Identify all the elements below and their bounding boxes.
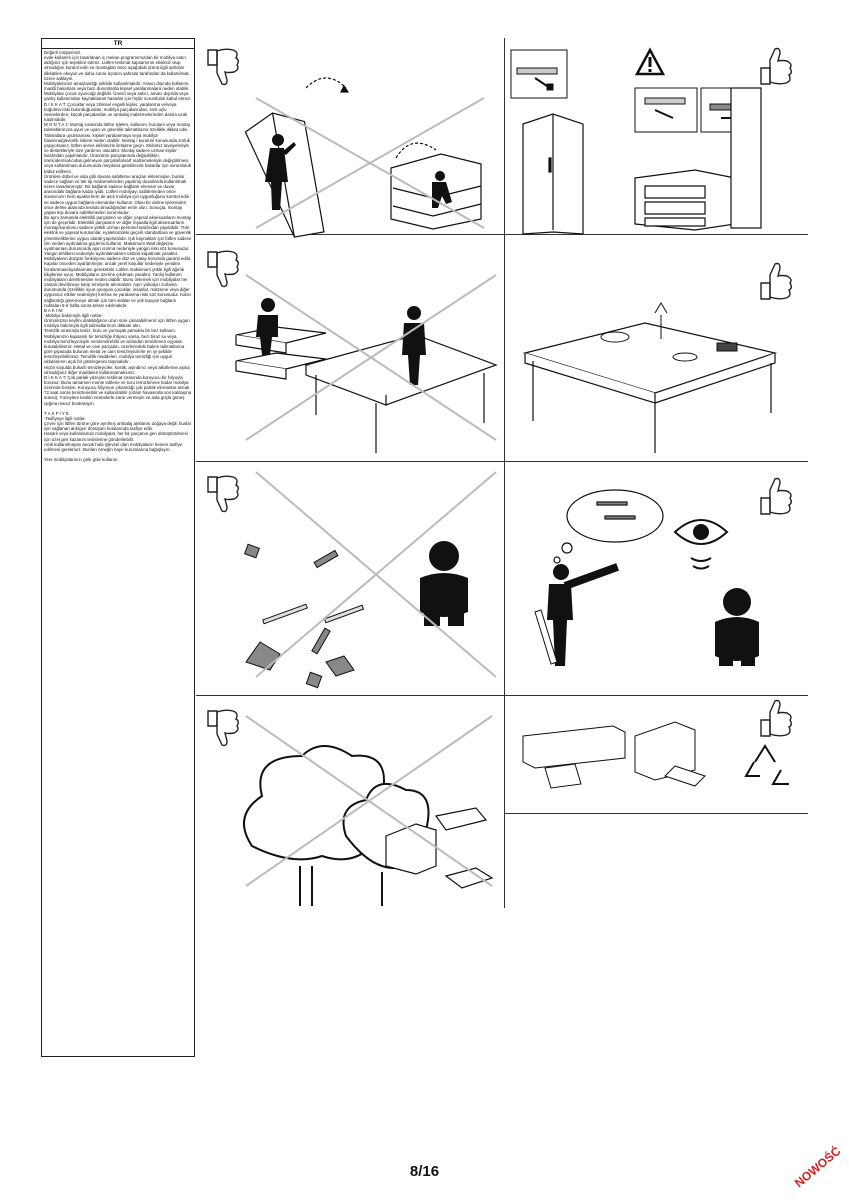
thought-bubble-icon	[554, 490, 663, 563]
thumbs-up-icon	[761, 479, 791, 515]
instruction-paragraph: -Mobilya bakımıyla ilgili notlar-	[44, 312, 103, 318]
instruction-paragraph: T A S F İ Y E	[44, 410, 69, 416]
instruction-paragraph: Temizlik sırasında temiz, kuru ve yumuşak pamuklu bir bez kullanın. Mobilyanızın kapsamlı bir temizliğe ihtiyacı varsa, bezi biraz su veya mobilya temizleyicisiyle nemlendirebilir ve ardından temizlenen eşyaları kurutabilirsiniz. Metal ve cam parçaları, üzerlerindeki bakım talimatlarına göre piyasada bulunan metal ve cam temizleyicilerle en iyi şekilde temizleyebilirsiniz. Temizlik maddeleri, mobilya temizliği için uygun olduklarının açık bir göstergesini taşımalıdır.	[44, 328, 185, 365]
wall-bracket-detail-1	[511, 50, 567, 98]
instruction-paragraph: evde kullanım için tasarlanan iç mekan programımızdan bir mobilya satın aldığınız için teşekkür ederiz. Lütfen teslimat kapsamının eksiksiz olup olmadığını kontrol edin ve montajdan önce aşağıdaki ürünü ilgili şahıslar dikkatlice okuyun ve daha sonra üçüncü şahıslar tarafından da kullanılmak üzere saklayın.	[44, 55, 189, 81]
language-header: TR	[42, 39, 194, 49]
warning-triangle-icon	[637, 50, 663, 74]
instruction-paragraph: D İ K K A T: Çok parlak yüzeyler teslimat sırasında koruyucu bir folyoyla korunur. Bunu tamamen monte edilene ve tozu temizlenene kadar mobilya üzerinde bırakın. Koruyucu folyonun çıkarıldığı çok parlak elemanlar ancak 72 saat sonra temizlenebilir ve kullanılabilir (ortam havasında son katılaşma süresi). Yüzeylere keskin nesnelerle zarar vermeyin ve asla güçlü güneş ışığına maruz bırakmayın.	[44, 374, 192, 406]
recycling-icon	[746, 746, 789, 784]
panel-wall-anchoring-correct	[505, 38, 808, 234]
instruction-paragraph: Ürününüzün keyfini olabildiğince uzun süre çıkarabilmeniz için lütfen uygun mobilya bakımıyla ilgili talimatlarımızı dikkate alın.	[44, 318, 190, 329]
instruction-paragraph: Artık kullanılmayan ancak hala işlevsel olan mobilyaların hemen tasfiye edilmesi gerekmez. Bunları örneğin hayır kurumlarına bağışlayın.	[44, 441, 183, 452]
disassembled-tv-unit-icon	[523, 726, 625, 788]
disassembled-cabinet-icon	[635, 722, 705, 786]
panel-table-load-correct	[505, 235, 808, 461]
instruction-paragraph: Bu aynı zamanda elektrikli parçaların ve diğer yapısal aksesuarların montajı için de geçerlidir. Elektrikli parçaların ve diğer inşaatla ilgili aksesuarların montajı/kurulumu sadece yetkili uzman personel tarafından yapılabilir. Tüm elektrik ve yapısal kurulumlar, eyaletinizdeki geçerli standartlara ve güvenlik yönetmeliklerine uygun olarak yapılmalıdır. Işık kaynakları için lütfen sadece izin verilen aydınlatma güçlerini kullanın. Maksimum Watt değerine uyulmaması durumunda aşırı ısınma nedeniyle yangın riski söz konusudur. Yangın tehlikesi nedeniyle aydınlatmaların üstünü kapatmak yasaktır.	[44, 215, 192, 257]
wardrobe-illustration	[523, 114, 583, 234]
instruction-paragraph: M O N T A J: Montaj sırasında lütfen işletim, kullanım, kurulum veya montaj talimatlarımıza uyun ve uyarı ve güvenlik talimatlarına özellikle dikkat edin. Talimatlara uyulmaması, kişisel yaralanmaya veya mobilya hasarına/güvenlik riskine neden olabilir. Montaj / kurulum konusunda zorluk yaşıyorsanız, lütfen servis ekibimizle iletişime geçin. Ekibimiz tavsiyeleriyle ve destekleriyle size yardımcı olacaktır. Montaj sadece uzman kişiler tarafından yapılmalıdır. Ürün/ürün parçalarında değişiklikler, üreticiden/satıcıdan gelmeyen parçalarla/sarf malzemeleriyle değiştirilmesi veya kullanılması durumunda meydana gelebilecek hasarlar için sorumluluk kabul edilmez.	[44, 122, 191, 174]
trees-illustration	[244, 746, 429, 906]
instruction-paragraph: Değerli müşterimiz,	[44, 50, 82, 55]
instruction-paragraph: Hasarlı veya kullanılamaz mobilyalar, her bir parçanın geri dönüştürülmesi için özel geri kazanım tesislerine gönderilebilir.	[44, 431, 188, 442]
instruction-paragraph: Hiçbir koşulda buharlı temizleyiciler, kostik, aşındırıcı veya alkollerine aşina olmadığınız diğer maddeleri kullanmamalısınız.	[44, 364, 190, 375]
instruction-paragraph: Çevre için lütfen türüne göre ayrılmış ambalaj atıklarını doğaya değil, bunlar için sağlanan atık/geri dönüşüm kutularında tasfiye edin.	[44, 421, 192, 432]
page-number: 8/16	[409, 1163, 440, 1180]
thumbs-up-icon	[761, 49, 791, 85]
adult-with-saw-figure-icon	[535, 563, 619, 666]
dining-table-illustration	[306, 335, 496, 453]
instruction-paragraph: Yeni mobilyalarınızı güle güle kullanın.	[44, 457, 119, 463]
baby-figure-icon	[715, 588, 759, 666]
panel-recycling-correct	[505, 696, 808, 813]
thumbs-down-icon	[208, 251, 238, 286]
thumbs-up-icon	[761, 701, 791, 737]
instruction-paragraph: Ürünlere dübel ve vida gibi duvara sabitleme araçları eklenmişse, bunlar sadece sağlam ve tek tip malzemelerden yapılmış duvarlarda kullanılmak üzere tasarlanmıştır. Bir bağlantı sadece bağlantı elemanı ve duvar arasındaki bağlantı kadar iyidir. Lütfen mobilyayı sabitlemeden önce duvarınızın hem ayakta hem de asılı mobilya için uygunluğunu kontrol edin ve sadece uygun bağlantı elemanları kullanın. Olası bir delme işleminden önce delme alanında tesisat olmadığından emin olun. Sonuçta, montajı yapan kişi duvara sabitlemeden sorumludur.	[44, 173, 190, 215]
panel-littering-wrong	[196, 696, 504, 908]
new-product-stamp: NOWOŚĆ	[791, 1143, 844, 1191]
thumbs-down-icon	[208, 710, 238, 745]
instruction-paragraph: D İ K K A T: Çocuklar veya zihinsel engelli kişiler, yaralanma ve/veya boğulma riski bulunduğundan, mobilya parçalarından, sivri uçlu nesnelerden, küçük parçalardan ve ambalaj malzemelerinden daima uzak tutulmalıdır.	[44, 101, 188, 123]
tipping-wardrobe-illustration	[243, 78, 348, 242]
panel-tipping-wrong	[196, 38, 504, 234]
panel-climbing-wrong	[196, 235, 504, 461]
hardware-parts-icon	[245, 544, 364, 687]
thumbs-up-icon	[761, 264, 791, 300]
grid-divider-row-4-right	[504, 813, 808, 814]
instructions-text-column	[41, 38, 195, 1057]
instruction-paragraph: -Tasfiyeye ilgili notlar-	[44, 415, 86, 421]
baby-figure-icon	[420, 541, 468, 626]
eye-icon	[675, 520, 727, 569]
panel-supervise-child-correct	[505, 462, 808, 695]
instructions-body	[42, 49, 194, 463]
instruction-paragraph: Mobilyalarımız amaçlandığı şekilde kullanılmalıdır. Amacı dışında kullanım, maddi hasarlara veya bazı durumlarda kişisel yaralanmalara neden olabilir. Mobilyalar çocuk oyuncağı değildir. Üretici veya satıcı, amacı dışında veya yanlış kullanımdan kaynaklanan hasarlar için hiçbir sorumluluk kabul etmez.	[44, 80, 192, 102]
thumbs-down-icon	[208, 49, 238, 84]
instruction-paragraph: B A K I M:	[44, 307, 64, 313]
thumbs-down-icon	[208, 476, 238, 511]
panel-small-parts-wrong	[196, 462, 504, 695]
instruction-paragraph: Mobilyaların düzgün fonksiyonu sadece düz ve yatay korumda garanti edilir. Kapılar önceden ayarlanmıştır, ancak yerel koşullar nedeniyle yeniden hizalanması/ayarlanması gerekebilir. Lütfen maksimum yükle ilgili ağırlık bilgilerine uyun. Mobilyaların üzerine çıkılması yasaktır. Yanlış kullanım mobilyaların devrilmesine neden olabilir. Bunu önlemek için mobilyalar her zaman devrilmeye karşı emniyete alınmalıdır. Aşırı yük/aşırı zorlama durumunda (özellikle oyun oynayan çocuklar, insanlar, malzeme veya diğer uygunsuz etkiler nedeniyle) kırılma ve yaralanma riski söz konusudur. Kalıcı sağlamlığı güvenceye almak için tüm vidalar ve yük taşıyan bağlantı noktaları 5-6 hafta sonra tekrar sıkılmalıdır.	[44, 256, 192, 308]
